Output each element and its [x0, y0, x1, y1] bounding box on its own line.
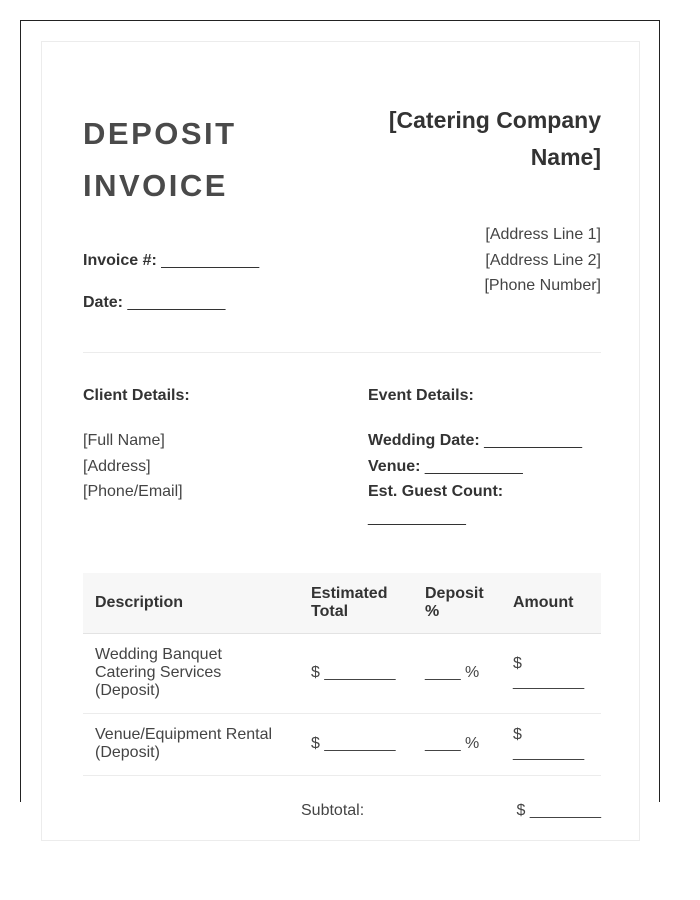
- invoice-date-line: [83, 294, 225, 312]
- column-header-estimated-line-1: Estimated: [311, 584, 388, 602]
- column-header-deposit-percent: [413, 573, 501, 633]
- company-contact: [484, 222, 601, 299]
- event-details-heading: Event Details:: [368, 387, 474, 404]
- document-title-line-1: DEPOSIT: [83, 116, 237, 151]
- company-address-line-1: [Address Line 1]: [485, 226, 601, 243]
- company-name-line-1: [Catering Company: [388, 107, 601, 133]
- wedding-date-line: [368, 428, 598, 454]
- invoice-sheet: [41, 41, 640, 841]
- invoice-number-label: Invoice #:: [83, 252, 157, 269]
- row-amount-blank[interactable]: ________: [513, 673, 585, 690]
- row-description-line: Catering Services: [95, 664, 222, 681]
- client-details: [83, 428, 183, 505]
- row-description-line: (Deposit): [95, 682, 160, 699]
- page-frame: [20, 20, 660, 819]
- row-description-line: Venue/Equipment Rental: [95, 726, 273, 743]
- header-divider: [83, 352, 601, 353]
- deposit-table: [83, 573, 601, 776]
- column-header-deposit-line-1: Deposit: [425, 584, 484, 602]
- guest-count-field[interactable]: ___________: [368, 508, 466, 526]
- invoice-number-field[interactable]: ___________: [161, 252, 260, 269]
- company-name: [341, 102, 601, 176]
- subtotal-field[interactable]: $ ________: [516, 802, 601, 819]
- row-estimated-total-field[interactable]: $ ________: [299, 713, 413, 775]
- column-header-description: Description: [83, 573, 299, 633]
- invoice-date-field[interactable]: ___________: [127, 294, 226, 311]
- row-description-line: (Deposit): [95, 744, 160, 761]
- client-contact: [Phone/Email]: [83, 483, 183, 500]
- guest-count-label: Est. Guest Count:: [368, 483, 504, 500]
- subtotal-label: Subtotal:: [301, 802, 365, 819]
- row-amount-field[interactable]: [501, 713, 601, 775]
- column-header-amount: Amount: [501, 573, 601, 633]
- column-header-estimated-line-2: Total: [311, 602, 349, 620]
- table-header-row: [83, 573, 601, 633]
- invoice-number-line: [83, 252, 259, 270]
- client-address: [Address]: [83, 457, 151, 475]
- event-details: [368, 428, 598, 530]
- document-title-line-2: INVOICE: [83, 168, 228, 203]
- row-amount-currency: $: [513, 726, 522, 743]
- row-deposit-percent-field[interactable]: ____ %: [413, 713, 501, 775]
- venue-line: [368, 454, 598, 480]
- row-estimated-total-field[interactable]: $ ________: [299, 633, 413, 713]
- row-amount-field[interactable]: [501, 633, 601, 713]
- wedding-date-label: Wedding Date:: [368, 432, 480, 449]
- column-header-deposit-line-2: %: [425, 602, 440, 620]
- company-name-line-2: Name]: [530, 144, 601, 170]
- company-address-line-2: [Address Line 2]: [485, 251, 601, 269]
- client-details-heading: Client Details:: [83, 387, 190, 404]
- venue-field[interactable]: ___________: [424, 457, 523, 475]
- row-description: [83, 713, 299, 775]
- table-row: [83, 633, 601, 713]
- row-description-line: Wedding Banquet: [95, 646, 222, 663]
- venue-label: Venue:: [368, 457, 421, 475]
- wedding-date-field[interactable]: ___________: [484, 432, 583, 449]
- row-description: [83, 633, 299, 713]
- column-header-estimated-total: [299, 573, 413, 633]
- row-amount-blank[interactable]: ________: [513, 744, 585, 761]
- row-deposit-percent-field[interactable]: ____ %: [413, 633, 501, 713]
- invoice-date-label: Date:: [83, 294, 124, 311]
- table-row: [83, 713, 601, 775]
- client-full-name: [Full Name]: [83, 432, 165, 449]
- guest-count-line: [368, 479, 598, 505]
- document-title: [83, 108, 303, 212]
- row-amount-currency: $: [513, 655, 522, 672]
- company-phone: [Phone Number]: [484, 277, 601, 294]
